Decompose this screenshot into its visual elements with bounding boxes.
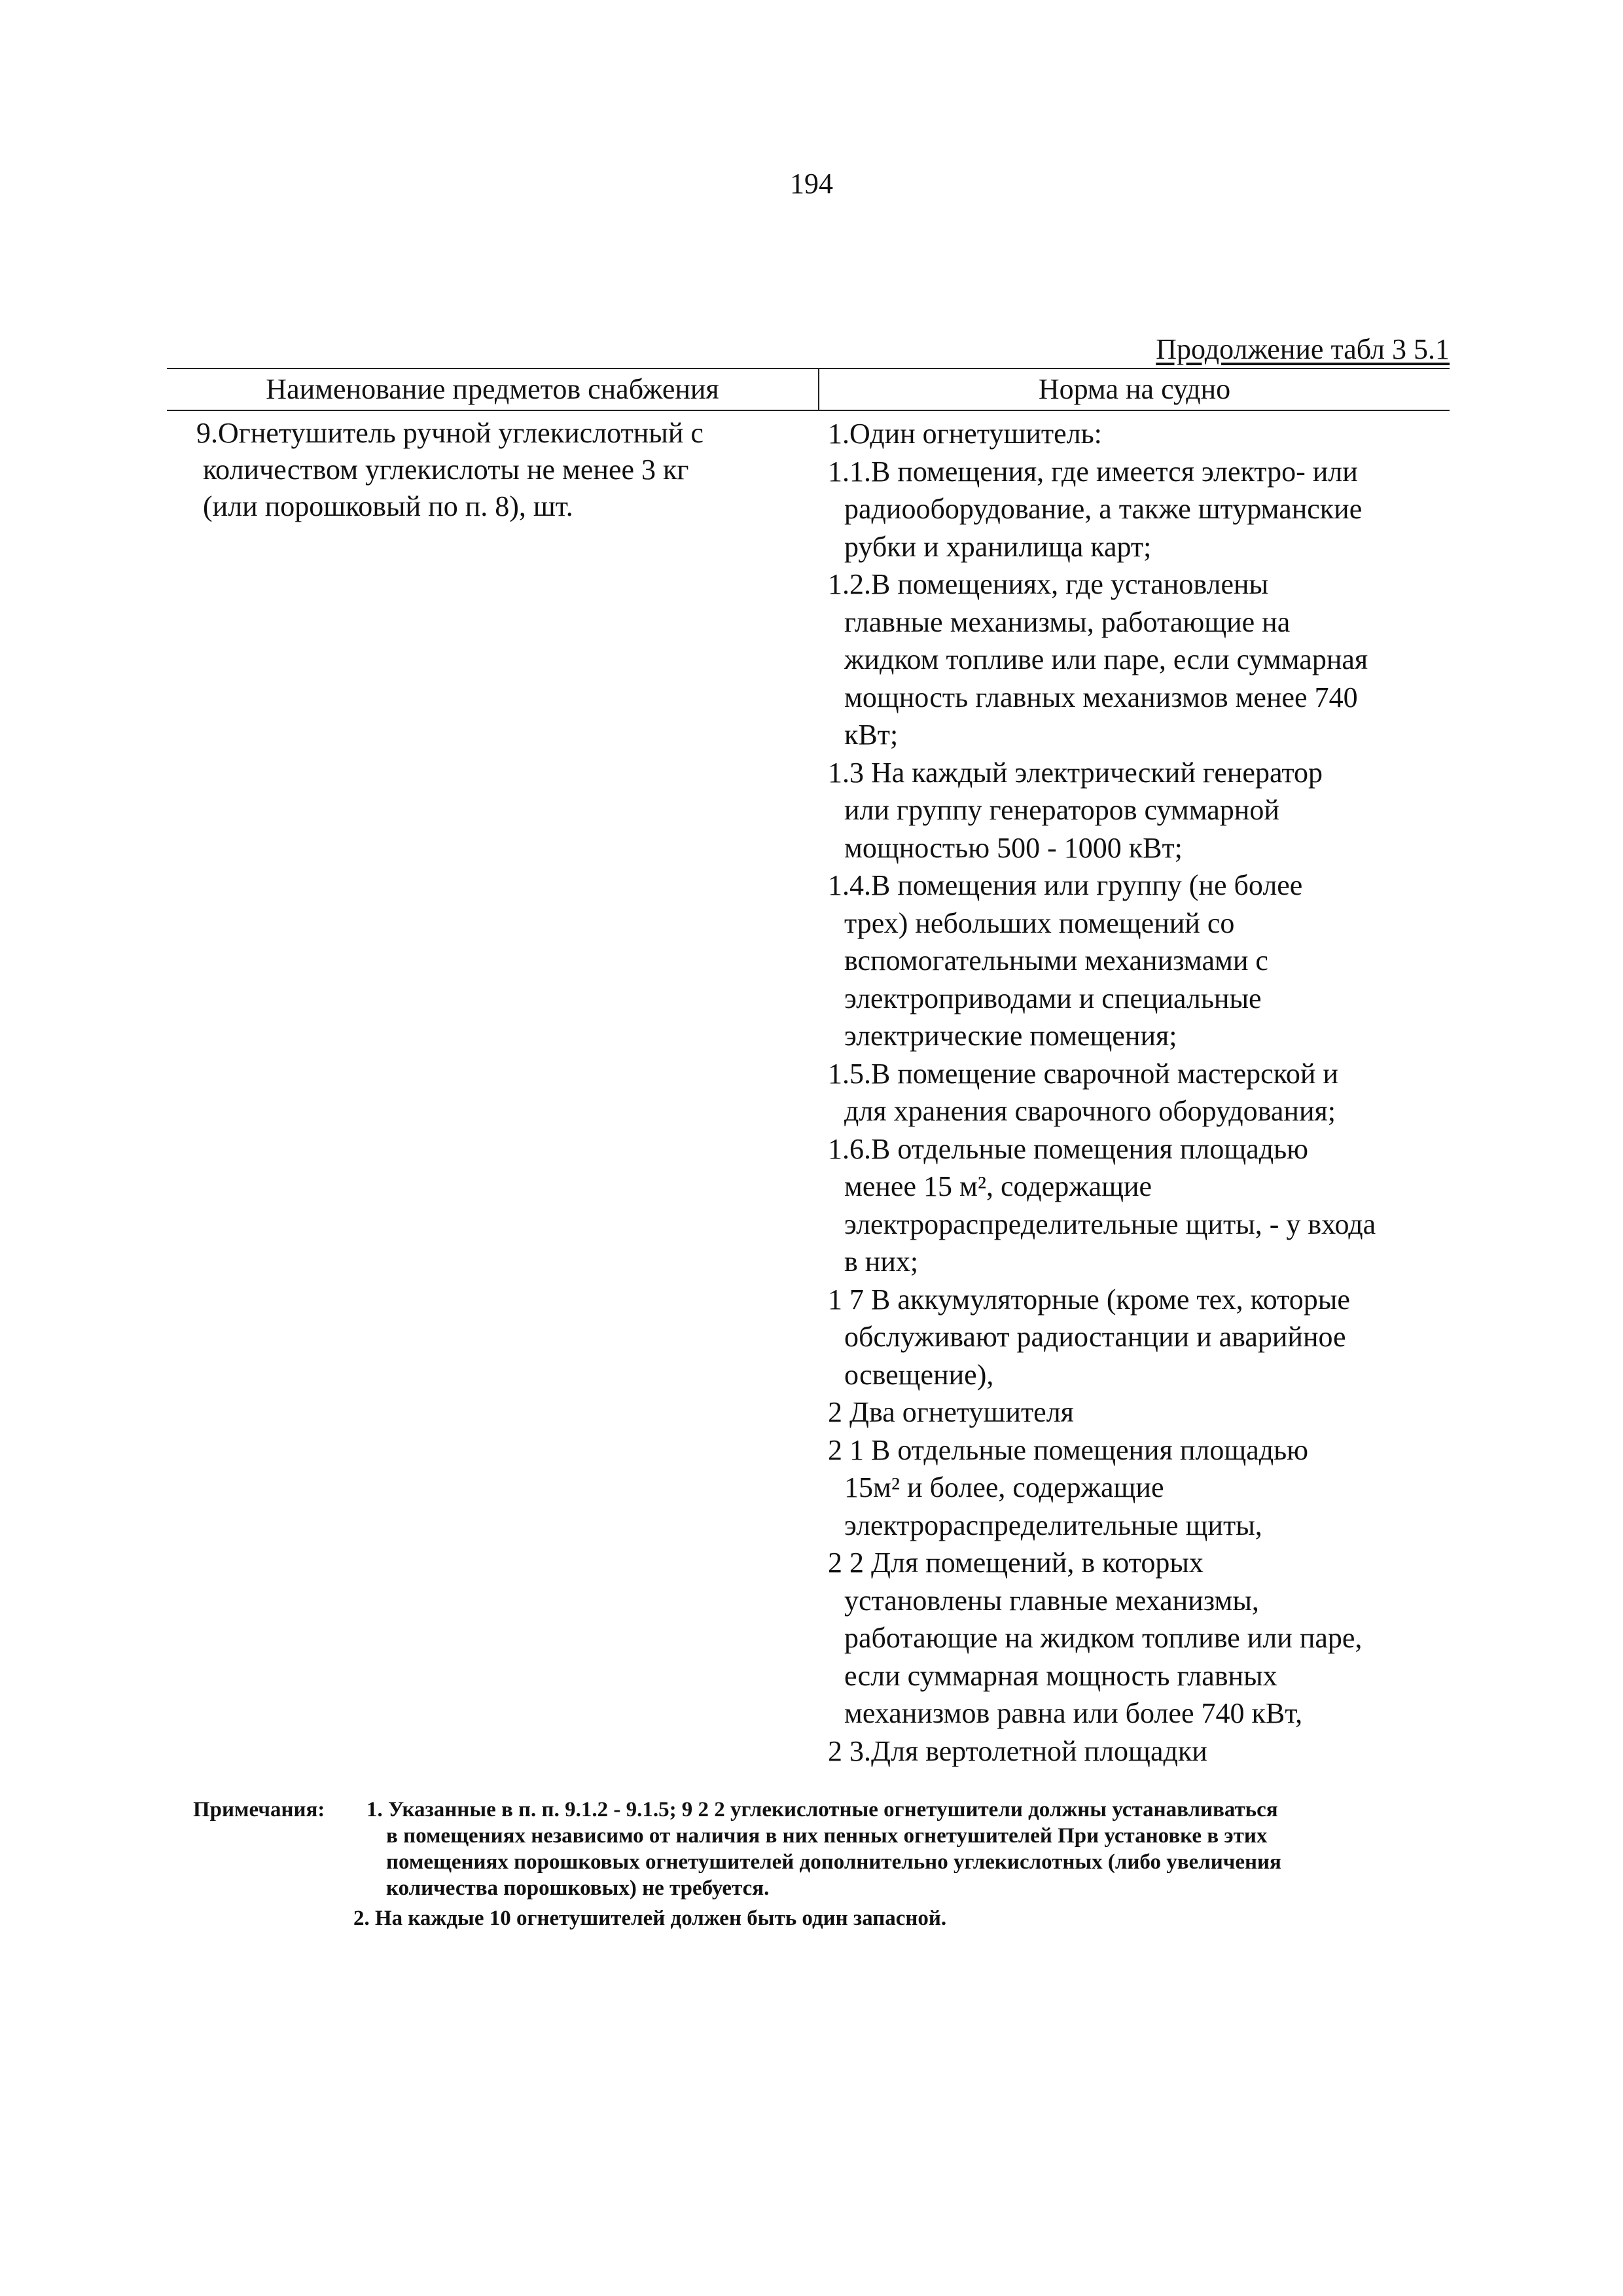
norm-line: 2 1 В отдельные помещения площадью bbox=[828, 1433, 1309, 1466]
norm-line: 1 7 В аккумуляторные (кроме тех, которые bbox=[828, 1283, 1350, 1316]
note-2: 2. На каждые 10 огнетушителей должен быть один запасной. bbox=[353, 1907, 947, 1930]
norm-line: 15м² и более, содержащие bbox=[844, 1471, 1164, 1503]
norm-line: кВт; bbox=[844, 719, 899, 751]
norm-line: электрораспределительные щиты, bbox=[844, 1509, 1262, 1541]
table-header-row bbox=[167, 369, 1450, 410]
norm-line: электрораспределительные щиты, - у входа bbox=[844, 1208, 1376, 1240]
note-1-line: 1. Указанные в п. п. 9.1.2 - 9.1.5; 9 2 2 углекислотные огнетушители должны устанавливаться bbox=[366, 1798, 1278, 1821]
norm-line: 2 2 Для помещений, в которых bbox=[828, 1547, 1204, 1579]
item-name-line: 9.Огнетушитель ручной углекислотный с bbox=[196, 417, 704, 449]
norm-line: освещение), bbox=[844, 1358, 994, 1391]
table-continuation-label: Продолжение табл 3 5.1 bbox=[1156, 333, 1450, 365]
supply-norms-table bbox=[167, 368, 1450, 1770]
norm-line: если суммарная мощность главных bbox=[844, 1659, 1277, 1692]
norm-line: 1.1.В помещения, где имеется электро- или bbox=[828, 455, 1358, 488]
item-name-line: (или порошковый по п. 8), шт. bbox=[203, 490, 573, 522]
norm-line: механизмов равна или более 740 кВт, bbox=[844, 1697, 1303, 1729]
norm-line: мощностью 500 - 1000 кВт; bbox=[844, 831, 1183, 864]
note-1 bbox=[193, 1797, 1453, 1901]
norm-line: вспомогательными механизмами с bbox=[844, 944, 1268, 977]
norm-line: обслуживают радиостанции и аварийное bbox=[844, 1321, 1346, 1353]
norm-line: жидком топливе или паре, если суммарная bbox=[844, 643, 1368, 675]
norm-line: 1.Один огнетушитель: bbox=[828, 418, 1102, 450]
note-1-text bbox=[366, 1797, 1453, 1901]
note-1-line: количества порошковых) не требуется. bbox=[386, 1876, 770, 1900]
norm-line: главные механизмы, работающие на bbox=[844, 605, 1291, 638]
norm-line: установлены главные механизмы, bbox=[844, 1584, 1259, 1617]
note-1-line: помещениях порошковых огнетушителей дополнительно углекислотных (либо увеличения bbox=[386, 1850, 1281, 1874]
table-row bbox=[167, 411, 1450, 1770]
norm-line: 1.3 На каждый электрический генератор bbox=[828, 756, 1323, 789]
norm-line: рубки и хранилища карт; bbox=[844, 530, 1152, 563]
header-item-name: Наименование предметов снабжения bbox=[167, 369, 819, 410]
norm-line: радиооборудование, а также штурманские bbox=[844, 493, 1363, 525]
norm-line: электроприводами и специальные bbox=[844, 982, 1262, 1014]
note-1-line: в помещениях независимо от наличия в них пенных огнетушителей При установке в этих bbox=[386, 1824, 1268, 1848]
norm-line: 1.6.В отдельные помещения площадью bbox=[828, 1132, 1309, 1165]
norm-cell bbox=[818, 415, 1450, 1770]
notes-section bbox=[193, 1797, 1453, 1931]
norm-line: 1.2.В помещениях, где установлены bbox=[828, 568, 1269, 600]
header-norm: Норма на судно bbox=[1038, 373, 1231, 405]
norm-line: в них; bbox=[844, 1246, 919, 1278]
norm-line: 1.5.В помещение сварочной мастерской и bbox=[828, 1057, 1338, 1090]
norm-line: или группу генераторов суммарной bbox=[844, 794, 1279, 826]
norm-line: электрические помещения; bbox=[844, 1020, 1177, 1052]
item-name-cell bbox=[167, 415, 818, 1770]
norm-line: трех) небольших помещений со bbox=[844, 906, 1235, 939]
item-name-line: количеством углекислоты не менее 3 кг bbox=[203, 454, 689, 486]
norm-line: 2 Два огнетушителя bbox=[828, 1396, 1074, 1428]
norm-line: 1.4.В помещения или группу (не более bbox=[828, 869, 1303, 901]
norm-line: работающие на жидком топливе или паре, bbox=[844, 1622, 1363, 1654]
norm-line: для хранения сварочного оборудования; bbox=[844, 1095, 1336, 1127]
norm-line: мощность главных механизмов менее 740 bbox=[844, 681, 1358, 713]
norm-line: менее 15 м², содержащие bbox=[844, 1170, 1152, 1202]
notes-label: Примечания: bbox=[193, 1798, 325, 1821]
norm-line: 2 3.Для вертолетной площадки bbox=[828, 1734, 1207, 1767]
page-number: 194 bbox=[790, 168, 833, 200]
